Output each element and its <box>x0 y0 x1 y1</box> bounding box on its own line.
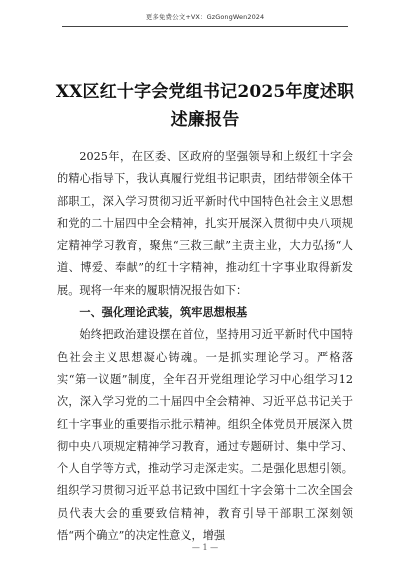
header-note: 更多免费公文+VX：GzGongWen2024 <box>145 13 265 21</box>
page-number: — 1 — <box>191 543 219 552</box>
section-heading: 一、强化理论武装，筑牢思想根基 <box>79 306 248 320</box>
header-divider <box>62 26 348 27</box>
section-paragraph: 始终把政治建设摆在首位，坚持用习近平新时代中国特色社会主义思想凝心铸魂。一是抓实理论学习。严格落实“第一议题”制度，全年召开党组理论学习中心组学习12次，深入学习党的二十届四中全会精神、习近平总书记关于红十字事业的重要指示批示精神。组织全体党员开展深入贯彻中央八项规定精神学习教育，通过专题研讨、集中学习、个人自学等方式，推动学习走深走实。二是强化思想引领。组织学习贯彻习近平总书记致中国红十字会第十二次全国会员代表大会的重要致信精神，教育引导干部职工深刻领悟“两个确立”的决定性意义，增强 <box>57 328 353 543</box>
intro-paragraph: 2025年，在区委、区政府的坚强领导和上级红十字会的精心指导下，我认真履行党组书记职责，团结带领全体干部职工，深入学习贯彻习近平新时代中国特色社会主义思想和党的二十届四中全会精神，扎实开展深入贯彻中央八项规定精神学习教育，聚焦“三救三献”主责主业，大力弘扬“人道、博爱、奉献”的红十字精神，推动红十字事业取得新发展。现将一年来的履职情况报告如下： <box>57 150 353 297</box>
document-title: XX区红十字会党组书记2025年度述职述廉报告 <box>55 82 355 130</box>
document-body <box>57 146 353 547</box>
